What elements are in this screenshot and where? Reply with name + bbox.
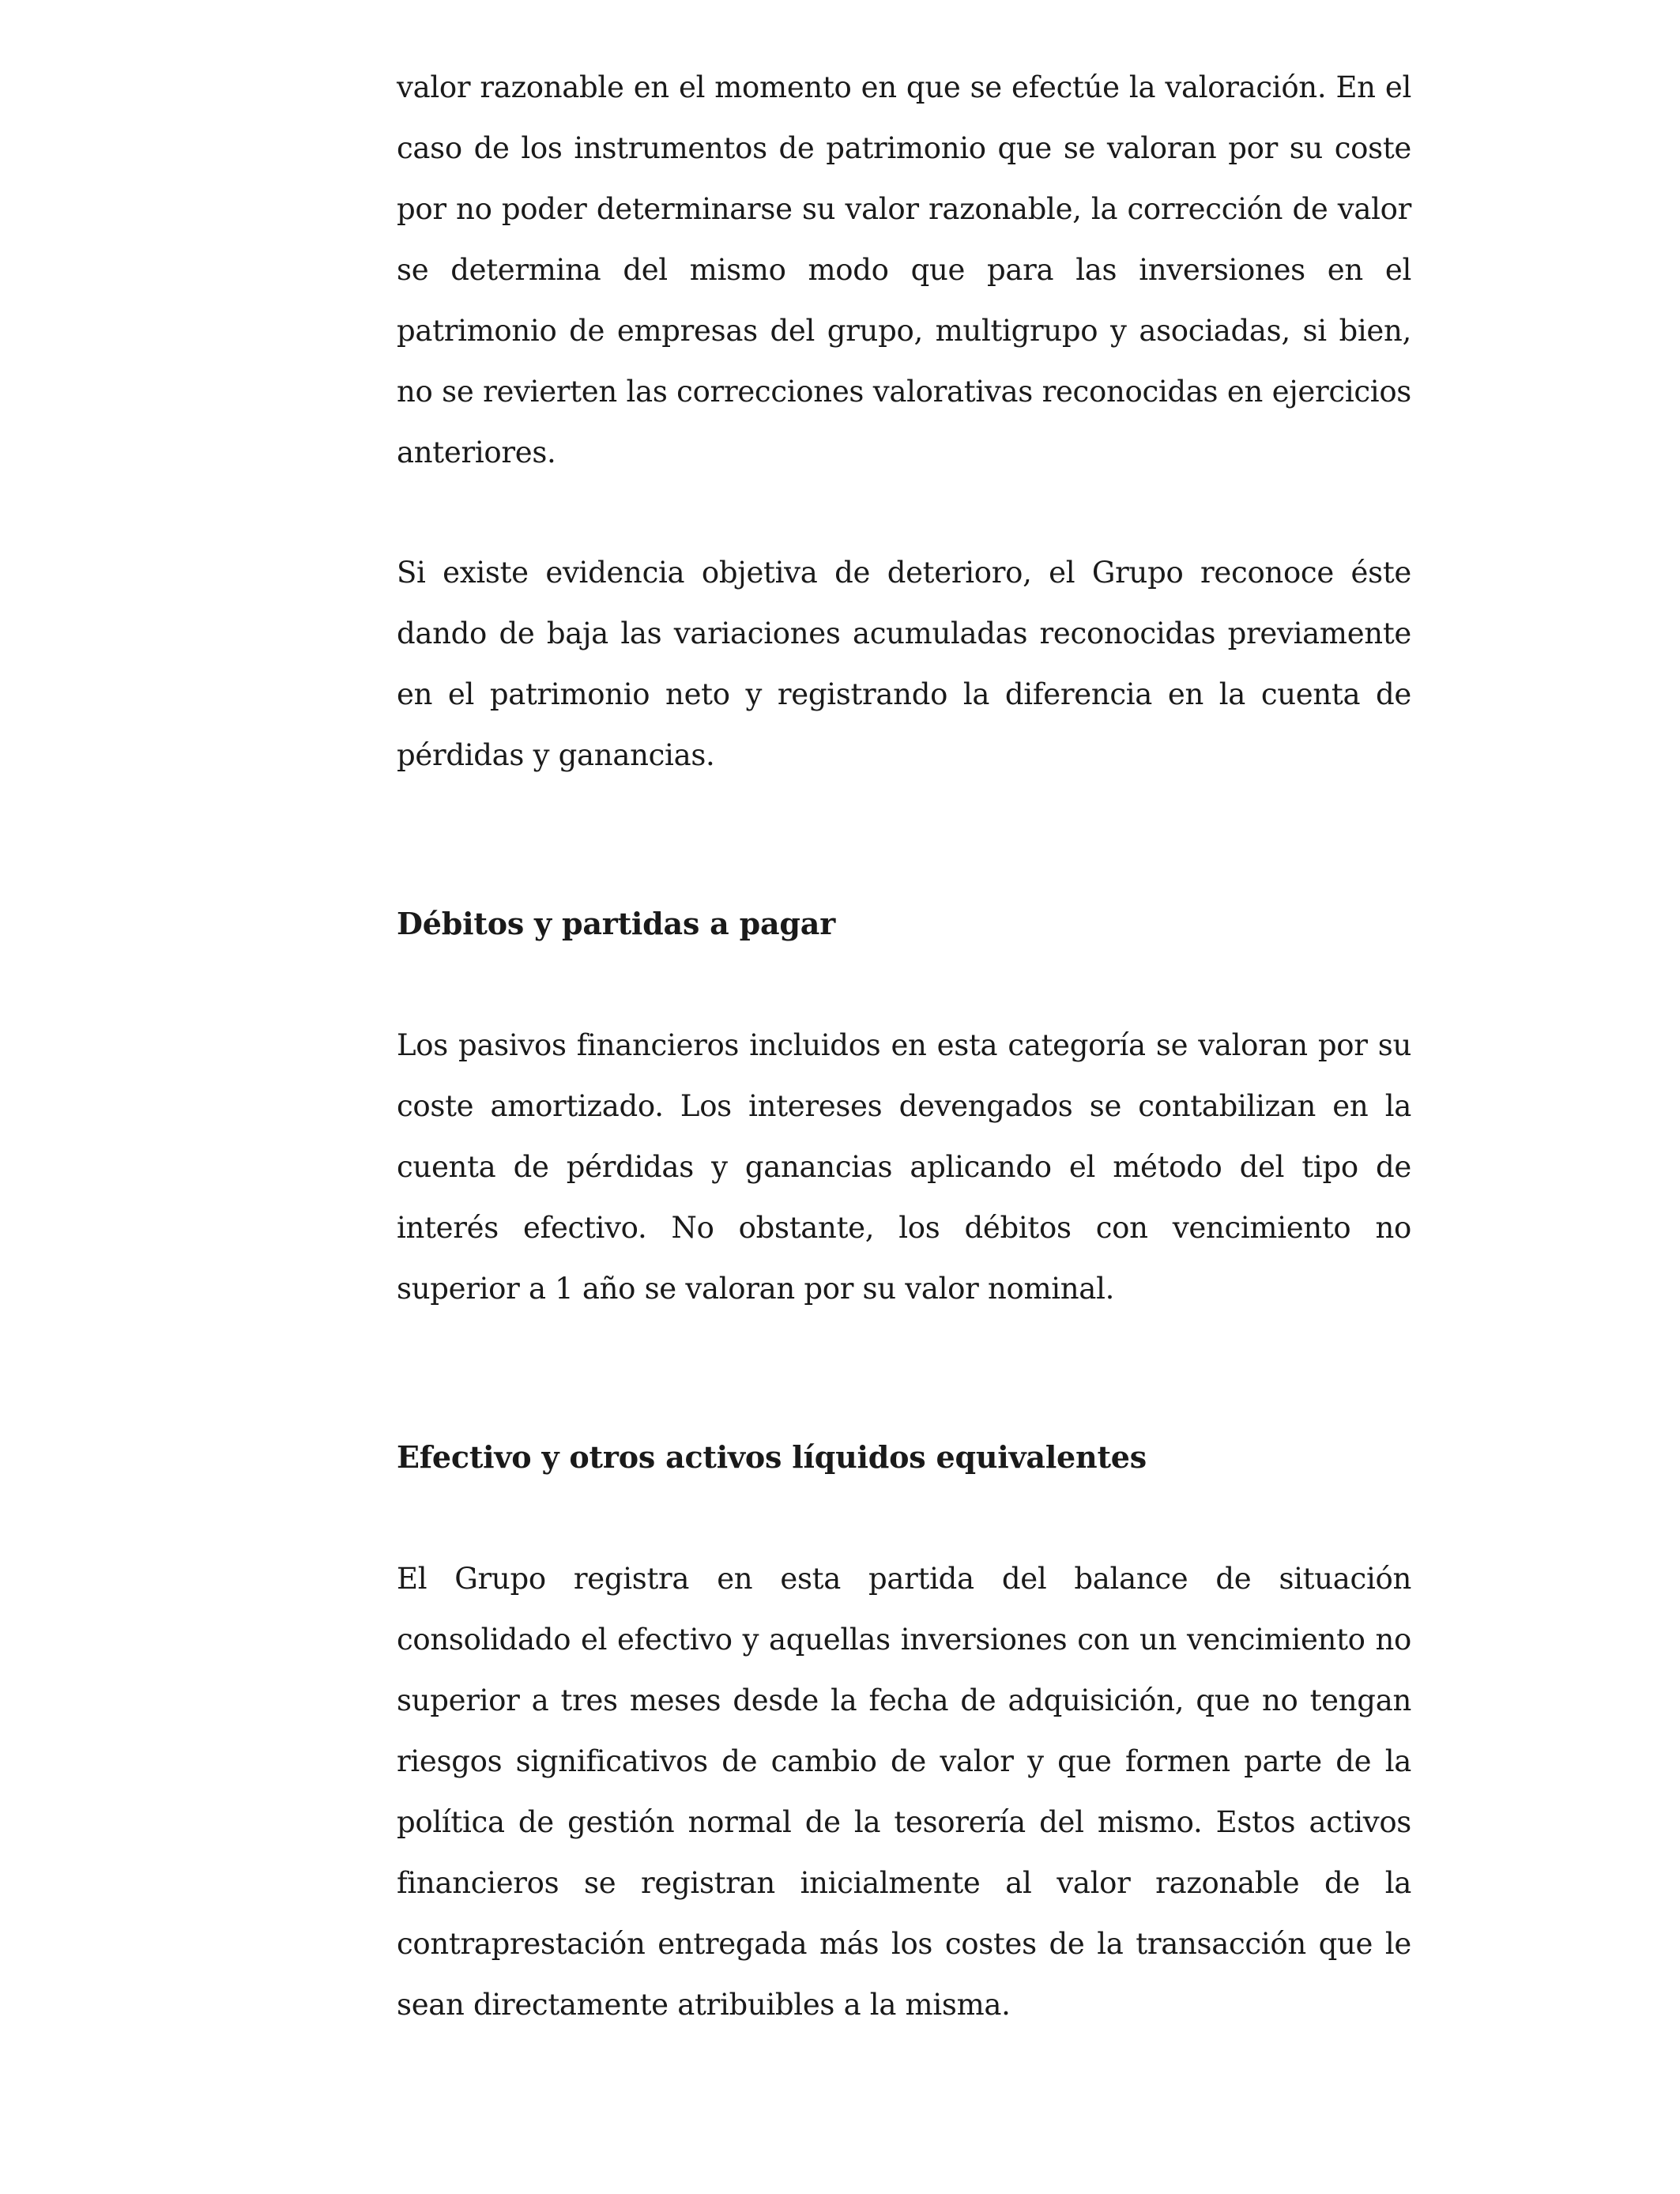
- paragraph-pasivos-financieros: Los pasivos financieros incluidos en esta categoría se valoran por su coste amortizado. Los intereses devengados se contabilizan en la cuenta de pérdidas y ganancias aplicando el método del tipo de interés efectivo. No obstante, los débitos con vencimiento no superior a 1 año se valoran por su valor nominal.: [397, 1028, 1411, 1306]
- paragraph-evidencia-deterioro: Si existe evidencia objetiva de deterioro, el Grupo reconoce éste dando de baja las variaciones acumuladas reconocidas previamente en el patrimonio neto y registrando la diferencia en la cuenta de pérdidas y ganancias.: [397, 556, 1411, 772]
- paragraph-valoracion-instrumentos: valor razonable en el momento en que se efectúe la valoración. En el caso de los instrumentos de patrimonio que se valoran por su coste por no poder determinarse su valor razonable, la corrección de valor se determina del mismo modo que para las inversiones en el patrimonio de empresas del grupo, multigrupo y asociadas, si bien, no se revierten las correcciones valorativas reconocidas en ejercicios anteriores.: [397, 70, 1411, 469]
- document-body: [397, 57, 1411, 2035]
- paragraph-efectivo-activos: El Grupo registra en esta partida del balance de situación consolidado el efectivo y aquellas inversiones con un vencimiento no superior a tres meses desde la fecha de adquisición, que no tengan riesgos significativos de cambio de valor y que formen parte de la política de gestión normal de la tesorería del mismo. Estos activos financieros se registran inicialmente al valor razonable de la contraprestación entregada más los costes de la transacción que le sean directamente atribuibles a la misma.: [397, 1562, 1411, 2022]
- section-heading-debitos: Débitos y partidas a pagar: [397, 906, 836, 941]
- heading-spacer: [397, 954, 1411, 1015]
- section-spacer: [397, 1319, 1411, 1427]
- section-heading-efectivo: Efectivo y otros activos líquidos equivalentes: [397, 1439, 1147, 1475]
- section-spacer: [397, 786, 1411, 893]
- paragraph-spacer: [397, 483, 1411, 542]
- heading-spacer: [397, 1487, 1411, 1548]
